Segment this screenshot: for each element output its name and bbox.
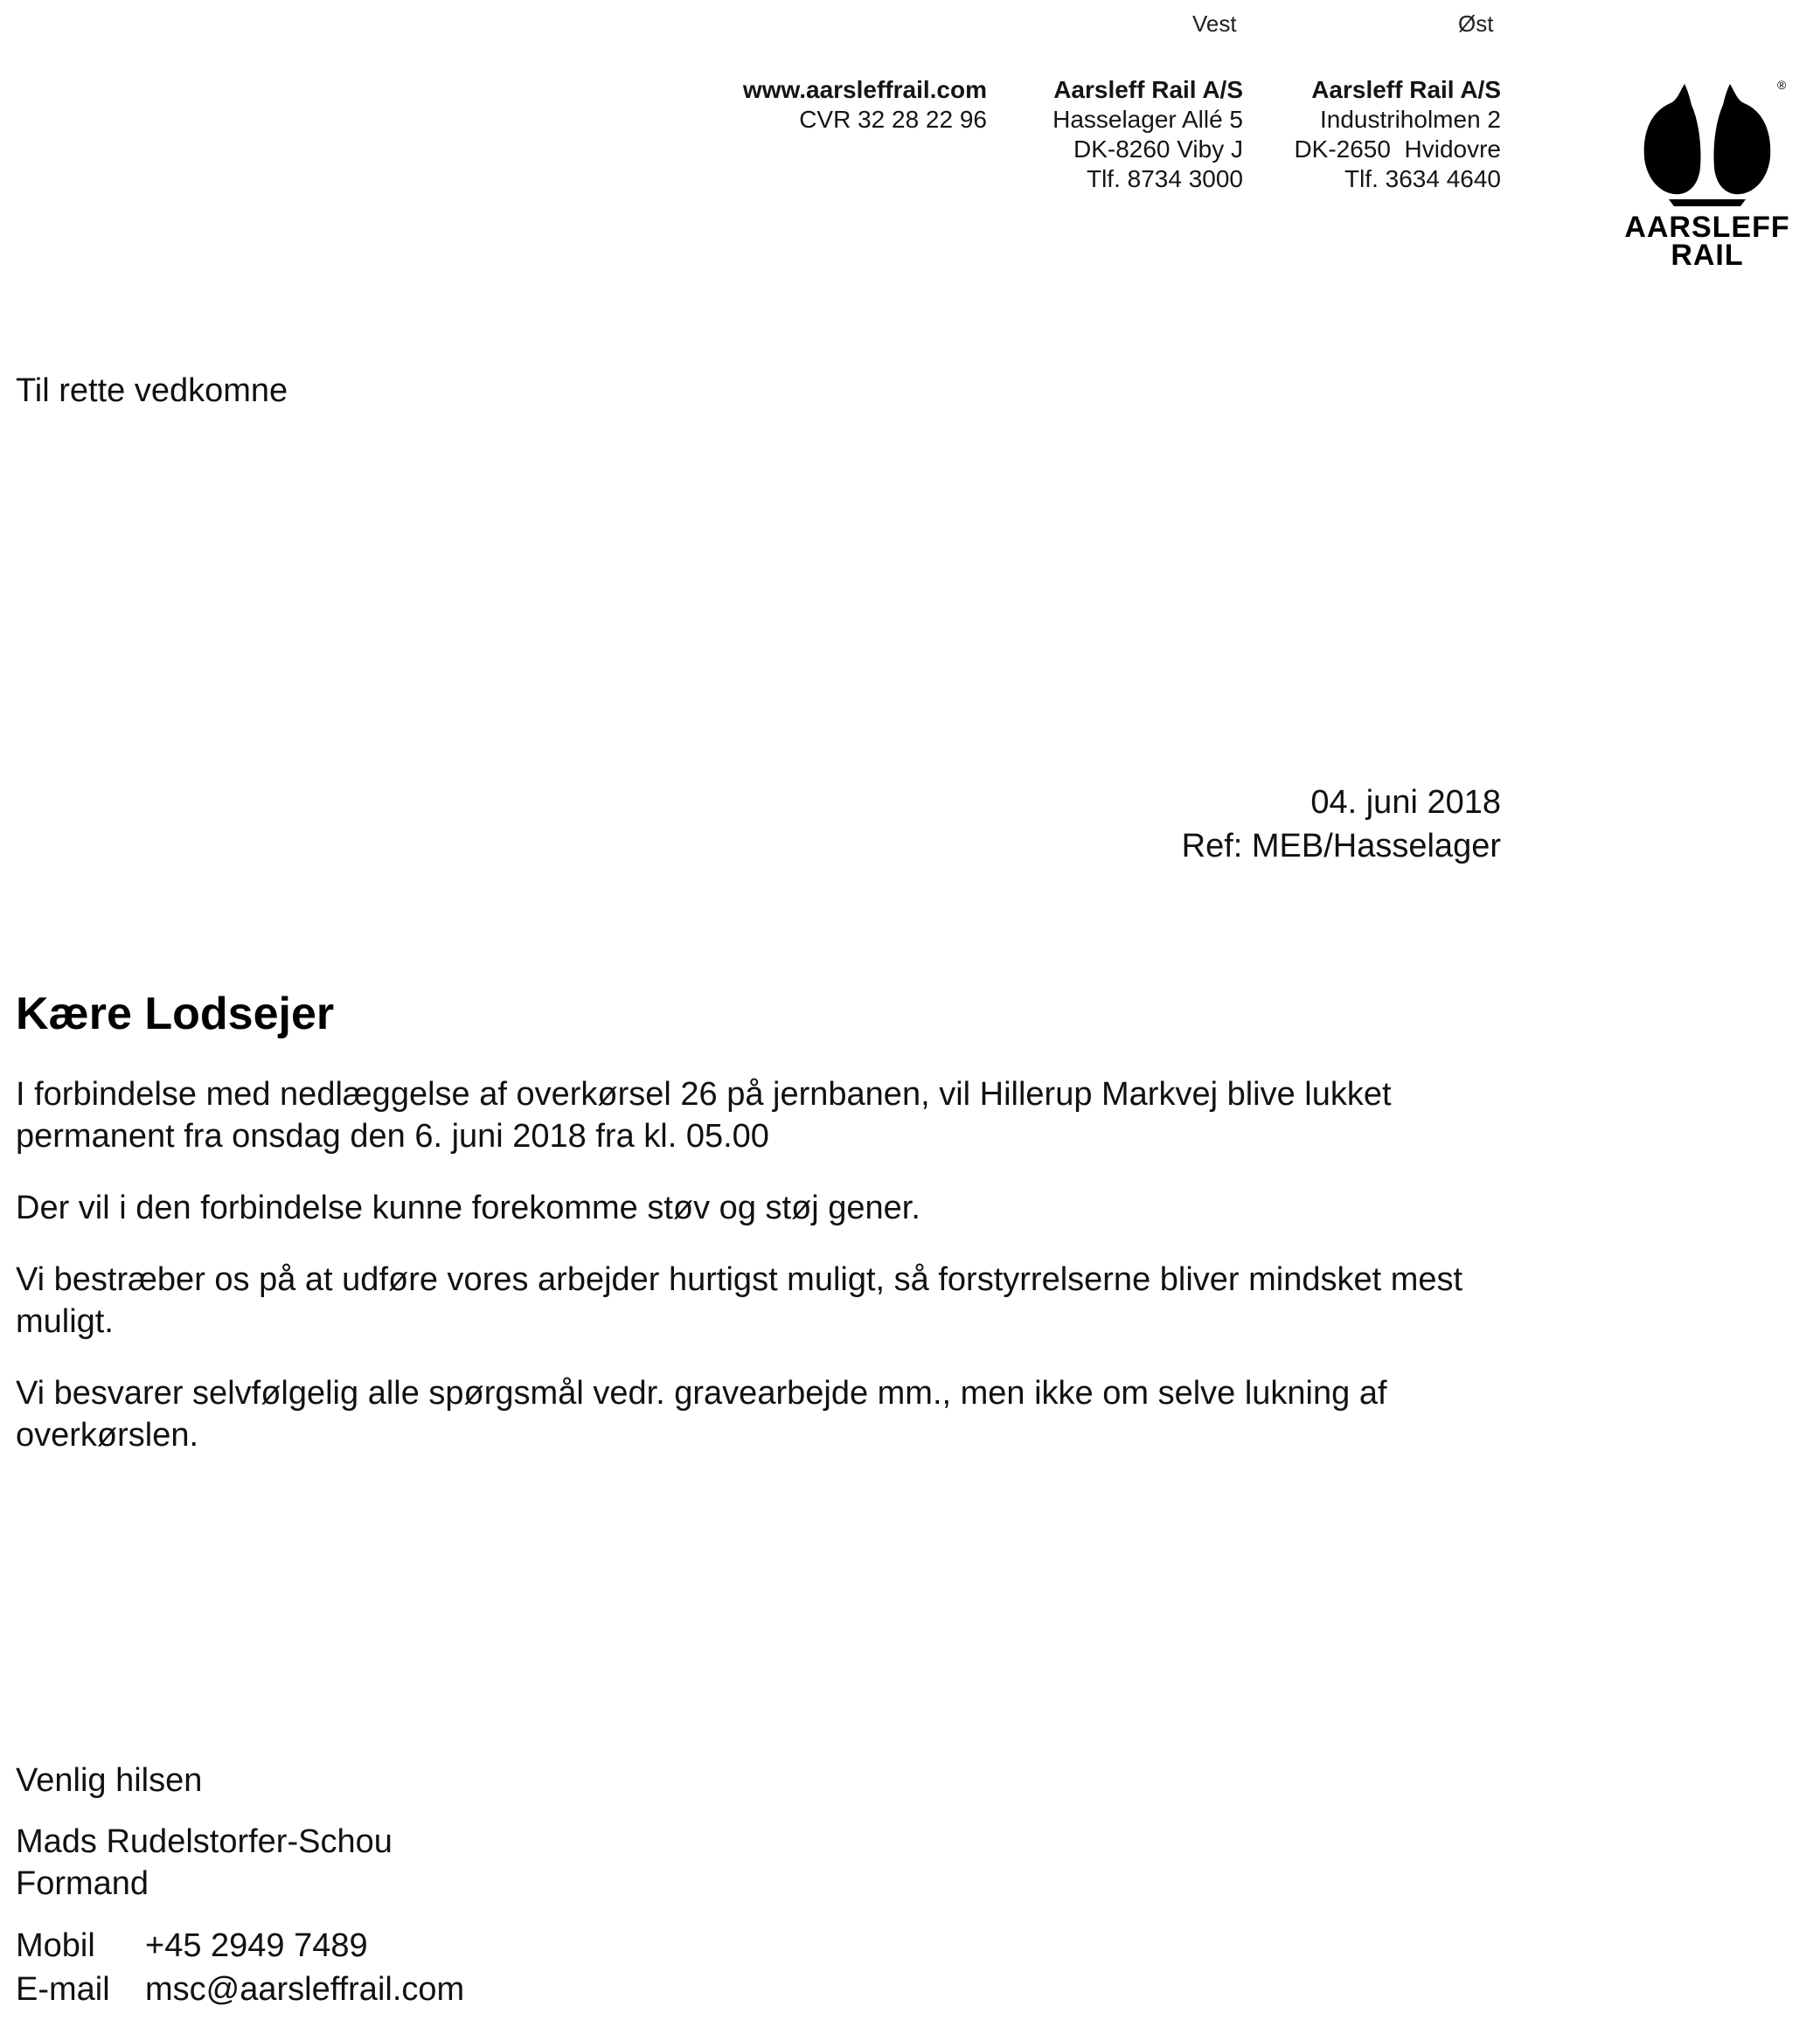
signer-title: Formand — [16, 1865, 149, 1902]
closing-greeting: Venlig hilsen — [16, 1762, 203, 1799]
vest-office-block — [1052, 75, 1243, 194]
ost-office-street: Industriholmen 2 — [1319, 106, 1501, 133]
vest-office-city: DK-8260 Viby J — [1073, 135, 1243, 163]
vest-office-phone: Tlf. 8734 3000 — [1086, 165, 1243, 192]
vest-office-name: Aarsleff Rail A/S — [1053, 76, 1243, 103]
contact-info — [16, 1924, 464, 2011]
letter-reference: Ref: MEB/Hasselager — [1181, 828, 1501, 864]
date-reference-block — [1182, 781, 1501, 868]
letter-heading: Kære Lodsejer — [16, 989, 335, 1039]
letter-date: 04. juni 2018 — [1310, 784, 1501, 821]
letter-paragraphs — [16, 1073, 1502, 1486]
mobile-number: +45 2949 7489 — [145, 1927, 368, 1964]
company-web-block — [743, 75, 987, 135]
email-address: msc@aarsleffrail.com — [145, 1971, 465, 2008]
registered-mark: ® — [1777, 78, 1786, 92]
logo-text-line2: RAIL — [1671, 239, 1744, 272]
paragraph: I forbindelse med nedlæggelse af overkørsel 26 på jernbanen, vil Hillerup Markvej blive lukket permanent fra onsdag den 6. juni 2018 fra kl. 05.00 — [16, 1076, 1392, 1155]
column-label-vest: Vest — [1192, 10, 1237, 37]
ost-office-block — [1294, 75, 1501, 194]
contact-row-email — [16, 1968, 464, 2011]
ost-office-phone: Tlf. 3634 4640 — [1344, 165, 1501, 192]
signer-block — [16, 1821, 464, 1905]
logo-text-line1: AARSLEFF — [1624, 211, 1790, 244]
email-label: E-mail — [16, 1971, 110, 2008]
company-cvr: CVR 32 28 22 96 — [799, 106, 987, 133]
mobile-label: Mobil — [16, 1927, 95, 1964]
column-label-ost: Øst — [1458, 10, 1494, 37]
paragraph: Vi bestræber os på at udføre vores arbejder hurtigst muligt, så forstyrrelserne bliver mindsket mest muligt. — [16, 1261, 1463, 1340]
salutation: Til rette vedkomne — [16, 372, 288, 409]
closing-block — [16, 1760, 464, 2011]
vest-office-street: Hasselager Allé 5 — [1052, 106, 1243, 133]
aarsleff-rail-logo-icon — [1629, 73, 1786, 213]
paragraph: Der vil i den forbindelse kunne forekomme støv og støj gener. — [16, 1190, 920, 1226]
paragraph: Vi besvarer selvfølgelig alle spørgsmål vedr. gravearbejde mm., men ikke om selve lukning af overkørslen. — [16, 1375, 1387, 1454]
ost-office-city: DK-2650 Hvidovre — [1294, 135, 1501, 163]
ost-office-name: Aarsleff Rail A/S — [1311, 76, 1501, 103]
signer-name: Mads Rudelstorfer-Schou — [16, 1823, 392, 1860]
company-website: www.aarsleffrail.com — [742, 76, 987, 103]
company-logo — [1589, 73, 1820, 296]
contact-row-mobile — [16, 1924, 464, 1968]
